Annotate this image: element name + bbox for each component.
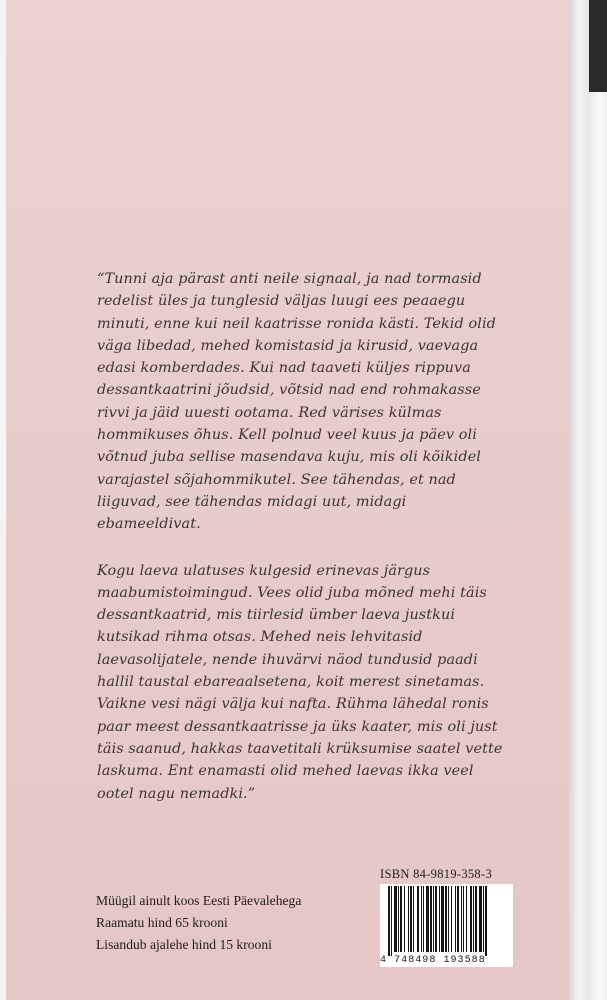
- excerpt-line: ebameeldivat.: [97, 516, 201, 533]
- spine-edge: [569, 0, 591, 1000]
- barcode-bar: [473, 886, 474, 952]
- excerpt-line: võtnud juba sellise masendava kuju, mis oli kõikidel: [97, 449, 482, 466]
- barcode-bar: [475, 886, 477, 952]
- barcode-bar: [463, 886, 464, 952]
- paragraph-gap: [97, 536, 517, 560]
- excerpt-line: minuti, enne kui neil kaatrisse ronida kästi. Tekid olid: [97, 315, 496, 332]
- excerpt-text: [97, 268, 517, 805]
- barcode-bar: [413, 886, 414, 952]
- excerpt-line: täis saanud, hakkas taavetitali krüksumise saatel vette: [97, 740, 503, 757]
- barcode-bar: [483, 886, 484, 952]
- spine-dark-band: [589, 0, 607, 92]
- barcode-bar: [410, 886, 412, 952]
- barcode-bar: [394, 886, 397, 952]
- barcode-bar: [417, 886, 419, 952]
- barcode-bar: [485, 886, 487, 956]
- excerpt-paragraph-1: [97, 268, 517, 536]
- excerpt-line: laskuma. Ent enamasti olid mehed laevas ikka veel: [97, 763, 474, 780]
- excerpt-line: laevasolijatele, nende ihuvärvi näod tundusid paadi: [97, 651, 478, 668]
- barcode-bar: [466, 886, 467, 952]
- barcode-bar: [461, 886, 462, 952]
- excerpt-line: paar meest dessantkaatrisse ja üks kaater, mis oli just: [97, 718, 498, 735]
- barcode-bar: [408, 886, 409, 952]
- barcode-bar: [433, 886, 434, 952]
- sales-line-book-price: Raamatu hind 65 krooni: [96, 915, 228, 931]
- barcode-bar: [470, 886, 472, 952]
- barcode-bar: [451, 886, 452, 952]
- excerpt-line: dessantkaatrini jõudsid, võtsid nad end rohmakasse: [97, 382, 481, 399]
- sales-line-sold-with: Müügil ainult koos Eesti Päevalehega: [96, 893, 302, 908]
- excerpt-line: Vaikne vesi nägi välja kui nafta. Rühma lähedal ronis: [97, 696, 489, 713]
- barcode-bar: [479, 886, 482, 952]
- excerpt-paragraph-2: [97, 560, 517, 805]
- excerpt-line: maabumistoimingud. Vees olid juba mõned mehi täis: [97, 584, 487, 601]
- barcode-bar: [404, 886, 405, 952]
- barcode-bar: [423, 886, 424, 952]
- barcode-bar: [441, 886, 444, 952]
- excerpt-line: liiguvad, see tähendas midagi uut, midagi: [97, 493, 407, 510]
- barcode-bar: [439, 886, 440, 952]
- excerpt-line: redelist üles ja tunglesid väljas luugi ees peaaegu: [97, 293, 466, 310]
- excerpt-line: väga libedad, mehed komistasid ja kirusid, vaevaga: [97, 337, 479, 354]
- excerpt-line: varajastel sõjahommikutel. See tähendas, et nad: [97, 471, 456, 488]
- barcode-bar: [391, 886, 392, 956]
- barcode-bar: [457, 886, 459, 952]
- excerpt-line: “Tunni aja pärast anti neile signaal, ja nad tormasid: [97, 271, 482, 287]
- sales-info: [96, 890, 301, 957]
- excerpt-line: dessantkaatrid, mis tiirlesid ümber laeva justkui: [97, 607, 456, 624]
- barcode-bar: [435, 886, 437, 952]
- barcode-bar: [421, 886, 422, 952]
- barcode-bar: [445, 886, 447, 952]
- excerpt-line: Kogu laeva ulatuses kulgesid erinevas järgus: [97, 562, 431, 579]
- excerpt-line: hommikuses õhus. Kell polnud veel kuus ja päev oli: [97, 427, 477, 444]
- isbn-label: ISBN 84-9819-358-3: [380, 867, 492, 881]
- barcode-bar: [398, 886, 399, 952]
- barcode: [380, 884, 513, 967]
- spine-light-band: [589, 92, 607, 1000]
- barcode-bar: [388, 886, 390, 956]
- barcode-bar: [455, 886, 456, 952]
- excerpt-line: kutsikad rihma otsas. Mehed neis lehvitasid: [97, 629, 423, 646]
- barcode-bar: [448, 886, 449, 952]
- excerpt-line: hallil taustal ebareaalsetena, koit merest sinetamas.: [97, 674, 485, 691]
- excerpt-line: ootel nagu nemadki.”: [97, 785, 256, 802]
- barcode-bar: [426, 886, 429, 952]
- sales-line-newspaper-price: Lisandub ajalehe hind 15 krooni: [96, 937, 272, 953]
- barcode-bar: [430, 886, 432, 952]
- excerpt-line: rivvi ja jäid uuesti ootama. Red värises külmas: [97, 404, 442, 421]
- barcode-bar: [400, 886, 402, 952]
- barcode-digits: 4 748498 193588: [380, 955, 486, 966]
- excerpt-line: edasi komberdades. Kui nad taaveti küljes rippuva: [97, 360, 471, 377]
- barcode-bars: [380, 884, 513, 956]
